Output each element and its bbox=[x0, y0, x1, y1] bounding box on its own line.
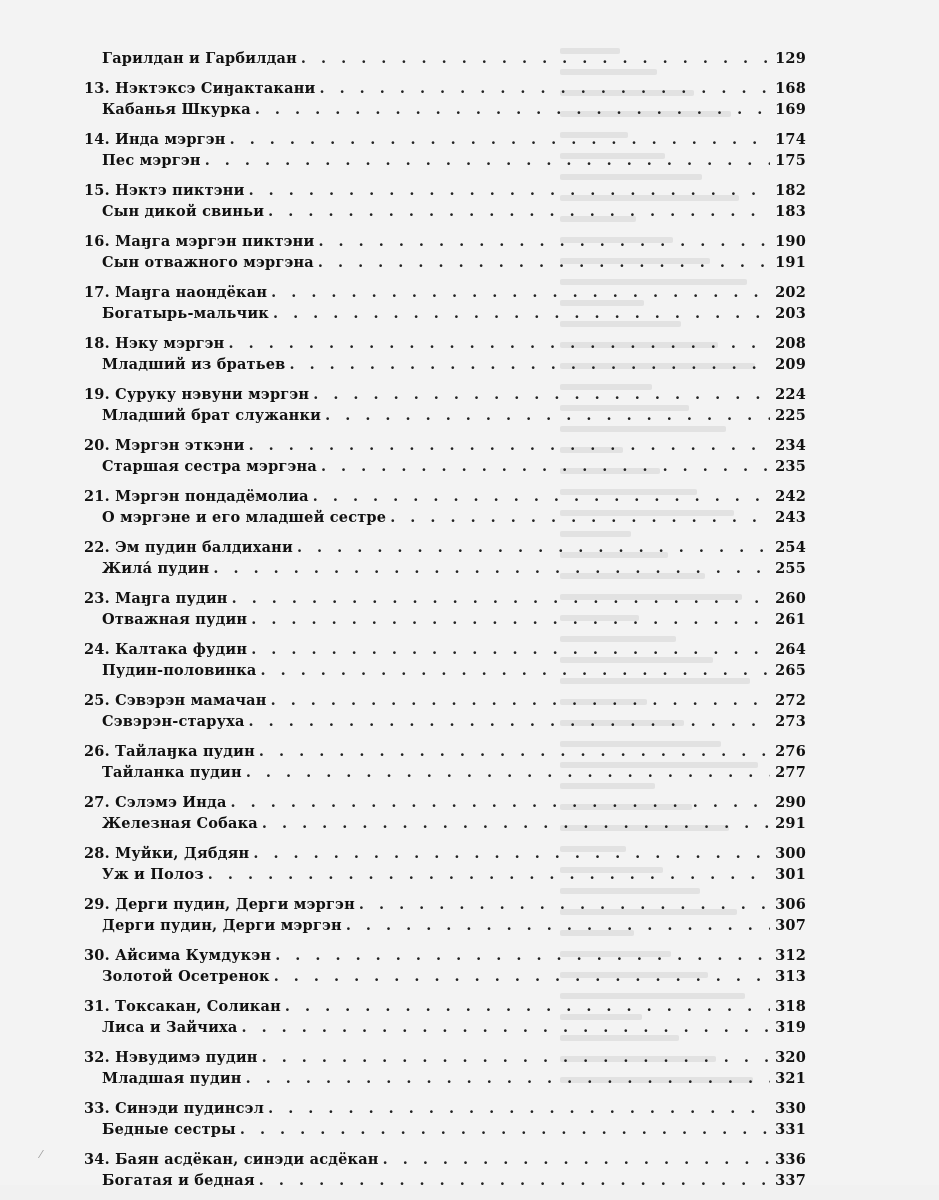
toc-entry-page-number: 312 bbox=[775, 947, 806, 964]
toc-entry-page-number: 203 bbox=[775, 305, 806, 322]
toc-entry-page-number: 235 bbox=[775, 458, 806, 475]
dot-leader bbox=[268, 1098, 770, 1119]
toc-entry-page-number: 273 bbox=[775, 713, 806, 730]
toc-group bbox=[84, 1047, 806, 1089]
toc-entry-title: Сын дикой свиньи bbox=[102, 203, 265, 220]
toc-entry-page-number: 169 bbox=[775, 101, 806, 118]
toc-entry-number: 33. bbox=[84, 1100, 110, 1117]
toc-group bbox=[84, 435, 806, 477]
toc-entry-title: Калтака фудин bbox=[115, 641, 248, 658]
toc-entry-translated-title bbox=[84, 1119, 806, 1140]
dot-leader bbox=[259, 741, 770, 762]
toc-entry-number: 24. bbox=[84, 641, 110, 658]
toc-entry-translated-title bbox=[84, 1068, 806, 1089]
toc-entry-number: 13. bbox=[84, 80, 110, 97]
toc-entry-number: 27. bbox=[84, 794, 110, 811]
toc-entry-title: Лиса и Зайчиха bbox=[102, 1019, 238, 1036]
toc-entry-number: 28. bbox=[84, 845, 110, 862]
toc-entry-original-title bbox=[84, 129, 806, 150]
toc-entry-number: 23. bbox=[84, 590, 110, 607]
toc-entry-original-title bbox=[84, 792, 806, 813]
dot-leader bbox=[241, 1017, 770, 1038]
toc-entry-translated-title bbox=[84, 405, 806, 426]
toc-entry-number: 17. bbox=[84, 284, 110, 301]
toc-entry-title: О мэргэне и его младшей сестре bbox=[102, 509, 387, 526]
toc-entry-original-title bbox=[84, 231, 806, 252]
toc-entry-original-title bbox=[84, 486, 806, 507]
dot-leader bbox=[253, 843, 770, 864]
toc-entry-number: 29. bbox=[84, 896, 110, 913]
toc-entry-page-number: 175 bbox=[775, 152, 806, 169]
dot-leader bbox=[301, 48, 770, 69]
toc-entry-page-number: 277 bbox=[775, 764, 806, 781]
toc-entry-page-number: 276 bbox=[775, 743, 806, 760]
dot-leader bbox=[262, 1047, 770, 1068]
toc-entry-title: Дерги пудин, Дерги мэргэн bbox=[115, 896, 355, 913]
dot-leader bbox=[251, 609, 770, 630]
dot-leader bbox=[285, 996, 770, 1017]
toc-entry-title: Маӈга наондёкан bbox=[115, 284, 268, 301]
toc-group bbox=[84, 639, 806, 681]
toc-entry-translated-title bbox=[84, 150, 806, 171]
toc-entry-page-number: 261 bbox=[775, 611, 806, 628]
toc-entry-title: Нэктэ пиктэни bbox=[115, 182, 245, 199]
toc-entry-title: Гарилдан и Гарбилдан bbox=[102, 50, 297, 67]
toc-group bbox=[84, 945, 806, 987]
dot-leader bbox=[261, 660, 770, 681]
toc-entry-translated-title bbox=[84, 813, 806, 834]
toc-entry-original-title bbox=[84, 843, 806, 864]
toc-entry-page-number: 301 bbox=[775, 866, 806, 883]
toc-entry-page-number: 225 bbox=[775, 407, 806, 424]
toc-group bbox=[84, 588, 806, 630]
toc-entry-original-title bbox=[84, 1149, 806, 1170]
dot-leader bbox=[271, 282, 770, 303]
toc-entry-page-number: 255 bbox=[775, 560, 806, 577]
toc-entry-page-number: 190 bbox=[775, 233, 806, 250]
toc-entry-translated-title bbox=[84, 201, 806, 222]
dot-leader bbox=[231, 792, 770, 813]
toc-entry-translated-title bbox=[84, 456, 806, 477]
toc-entry-page-number: 272 bbox=[775, 692, 806, 709]
toc-group bbox=[84, 333, 806, 375]
toc-entry-page-number: 191 bbox=[775, 254, 806, 271]
toc-entry-page-number: 242 bbox=[775, 488, 806, 505]
toc-entry-title: Богатырь-мальчик bbox=[102, 305, 269, 322]
toc-entry-page-number: 260 bbox=[775, 590, 806, 607]
toc-entry-translated-title bbox=[84, 1017, 806, 1038]
toc-entry-translated-title bbox=[84, 660, 806, 681]
toc-entry-page-number: 330 bbox=[775, 1100, 806, 1117]
toc-group bbox=[84, 690, 806, 732]
toc-entry-page-number: 224 bbox=[775, 386, 806, 403]
toc-entry-original-title bbox=[84, 945, 806, 966]
toc-entry-number: 21. bbox=[84, 488, 110, 505]
toc-entry-title: Отважная пудин bbox=[102, 611, 248, 628]
toc-entry-number: 22. bbox=[84, 539, 110, 556]
toc-entry-page-number: 290 bbox=[775, 794, 806, 811]
toc-entry-title: Железная Собака bbox=[102, 815, 258, 832]
dot-leader bbox=[249, 180, 770, 201]
toc-entry-page-number: 234 bbox=[775, 437, 806, 454]
toc-entry-original-title bbox=[84, 588, 806, 609]
toc-entry-page-number: 174 bbox=[775, 131, 806, 148]
toc-entry-title: Золотой Осетренок bbox=[102, 968, 270, 985]
toc-entry-title: Младший брат служанки bbox=[102, 407, 322, 424]
toc-entry-title: Айсима Кумдукэн bbox=[115, 947, 272, 964]
toc-entry-title: Эм пудин балдихани bbox=[115, 539, 293, 556]
toc-entry-original-title bbox=[84, 180, 806, 201]
toc-group bbox=[84, 843, 806, 885]
toc-entry-page-number: 265 bbox=[775, 662, 806, 679]
toc-entry-translated-title bbox=[84, 252, 806, 273]
toc-entry-translated-title bbox=[84, 609, 806, 630]
toc-entry-page-number: 331 bbox=[775, 1121, 806, 1138]
toc-entry-title: Уж и Полоз bbox=[102, 866, 204, 883]
toc-entry-number: 20. bbox=[84, 437, 110, 454]
toc-entry-title: Нэку мэргэн bbox=[115, 335, 225, 352]
toc-entry-original-title bbox=[84, 639, 806, 660]
toc-group bbox=[84, 282, 806, 324]
toc-group bbox=[84, 894, 806, 936]
toc-group bbox=[84, 48, 806, 69]
toc-entry-title: Богатая и бедная bbox=[102, 1172, 255, 1189]
toc-entry-title: Тайлаӈка пудин bbox=[115, 743, 255, 760]
dot-leader bbox=[318, 231, 770, 252]
toc-entry-number: 19. bbox=[84, 386, 110, 403]
dot-leader bbox=[230, 129, 770, 150]
toc-entry-page-number: 306 bbox=[775, 896, 806, 913]
toc-entry-page-number: 208 bbox=[775, 335, 806, 352]
toc-entry-title: Баян асдёкан, синэди асдёкан bbox=[115, 1151, 379, 1168]
toc-group bbox=[84, 78, 806, 120]
toc-entry-title: Суруку нэвуни мэргэн bbox=[115, 386, 310, 403]
toc-group bbox=[84, 741, 806, 783]
toc-entry-translated-title bbox=[84, 507, 806, 528]
dot-leader bbox=[313, 384, 770, 405]
dot-leader bbox=[213, 558, 770, 579]
toc-entry-number: 34. bbox=[84, 1151, 110, 1168]
dot-leader bbox=[246, 762, 770, 783]
toc-entry-title: Сэвэрэн мамачан bbox=[115, 692, 267, 709]
toc-group bbox=[84, 129, 806, 171]
toc-entry-title: Пес мэргэн bbox=[102, 152, 201, 169]
toc-group bbox=[84, 231, 806, 273]
toc-entry-page-number: 209 bbox=[775, 356, 806, 373]
dot-leader bbox=[390, 507, 770, 528]
toc-group bbox=[84, 180, 806, 222]
toc-entry-title: Бедные сестры bbox=[102, 1121, 236, 1138]
toc-entry-translated-title bbox=[84, 864, 806, 885]
toc-entry-title: Нэктэксэ Сиӈактакани bbox=[115, 80, 316, 97]
toc-entry-translated-title bbox=[84, 966, 806, 987]
toc-entry-title: Старшая сестра мэргэна bbox=[102, 458, 317, 475]
dot-leader bbox=[297, 537, 770, 558]
toc-group bbox=[84, 996, 806, 1038]
dot-leader bbox=[205, 150, 770, 171]
dot-leader bbox=[255, 99, 770, 120]
toc-entry-title: Маӈга мэргэн пиктэни bbox=[115, 233, 315, 250]
toc-entry-original-title bbox=[84, 537, 806, 558]
toc-entry-title: Младший из братьев bbox=[102, 356, 286, 373]
toc-entry-translated-title bbox=[84, 762, 806, 783]
dot-leader bbox=[249, 435, 770, 456]
toc-entry-translated-title bbox=[84, 711, 806, 732]
toc-entry-title: Сэлэмэ Инда bbox=[115, 794, 227, 811]
toc-entry-page-number: 336 bbox=[775, 1151, 806, 1168]
toc-entry-title: Кабанья Шкурка bbox=[102, 101, 251, 118]
toc-entry-original-title bbox=[84, 1098, 806, 1119]
toc-entry-page-number: 264 bbox=[775, 641, 806, 658]
toc-entry-page-number: 319 bbox=[775, 1019, 806, 1036]
toc-entry-number: 16. bbox=[84, 233, 110, 250]
dot-leader bbox=[274, 966, 770, 987]
dot-leader bbox=[208, 864, 770, 885]
toc-entry-title: Сын отважного мэргэна bbox=[102, 254, 314, 271]
toc-entry-translated-title bbox=[84, 1170, 806, 1191]
dot-leader bbox=[229, 333, 771, 354]
toc-group bbox=[84, 537, 806, 579]
dot-leader bbox=[251, 639, 770, 660]
toc-entry-page-number: 202 bbox=[775, 284, 806, 301]
dot-leader bbox=[262, 813, 770, 834]
dot-leader bbox=[249, 711, 770, 732]
toc-entry-page-number: 254 bbox=[775, 539, 806, 556]
dot-leader bbox=[313, 486, 770, 507]
toc-entry-page-number: 182 bbox=[775, 182, 806, 199]
toc-entry-title: Дерги пудин, Дерги мэргэн bbox=[102, 917, 342, 934]
toc-entry-original-title bbox=[84, 1047, 806, 1068]
dot-leader bbox=[246, 1068, 770, 1089]
dot-leader bbox=[325, 405, 770, 426]
dot-leader bbox=[359, 894, 770, 915]
toc-entry-title: Нэвудимэ пудин bbox=[115, 1049, 258, 1066]
toc-entry-number: 14. bbox=[84, 131, 110, 148]
toc-group bbox=[84, 384, 806, 426]
toc-entry-number: 32. bbox=[84, 1049, 110, 1066]
toc-entry-page-number: 307 bbox=[775, 917, 806, 934]
toc-entry-number: 15. bbox=[84, 182, 110, 199]
toc-entry-title: Инда мэргэн bbox=[115, 131, 226, 148]
toc-group bbox=[84, 792, 806, 834]
dot-leader bbox=[318, 252, 770, 273]
dot-leader bbox=[232, 588, 770, 609]
toc-entry-number: 25. bbox=[84, 692, 110, 709]
toc-entry-title: Сэвэрэн-старуха bbox=[102, 713, 245, 730]
toc-entry-title: Токсакан, Соликан bbox=[115, 998, 281, 1015]
toc-entry-page-number: 337 bbox=[775, 1172, 806, 1189]
toc-entry-number: 30. bbox=[84, 947, 110, 964]
toc-entry-translated-title bbox=[84, 354, 806, 375]
toc-entry-page-number: 320 bbox=[775, 1049, 806, 1066]
toc-entry-original-title bbox=[84, 435, 806, 456]
dot-leader bbox=[273, 303, 770, 324]
toc-entry-title: Маӈга пудин bbox=[115, 590, 228, 607]
toc-entry-title: Мэргэн пондадёмолиа bbox=[115, 488, 309, 505]
table-of-contents bbox=[84, 48, 806, 1200]
toc-entry-original-title bbox=[84, 282, 806, 303]
dot-leader bbox=[289, 354, 770, 375]
toc-group bbox=[84, 1098, 806, 1140]
toc-entry-title: Мэргэн эткэни bbox=[115, 437, 245, 454]
toc-entry-title: Тайланка пудин bbox=[102, 764, 242, 781]
toc-entry-translated-title bbox=[84, 48, 806, 69]
toc-entry-page-number: 318 bbox=[775, 998, 806, 1015]
toc-entry-original-title bbox=[84, 996, 806, 1017]
pencil-mark: ⁄ bbox=[40, 1148, 42, 1161]
toc-entry-original-title bbox=[84, 384, 806, 405]
toc-entry-page-number: 129 bbox=[775, 50, 806, 67]
toc-entry-title: Младшая пудин bbox=[102, 1070, 242, 1087]
dot-leader bbox=[240, 1119, 770, 1140]
dot-leader bbox=[383, 1149, 770, 1170]
toc-entry-number: 18. bbox=[84, 335, 110, 352]
toc-entry-original-title bbox=[84, 78, 806, 99]
toc-entry-page-number: 321 bbox=[775, 1070, 806, 1087]
dot-leader bbox=[271, 690, 770, 711]
dot-leader bbox=[346, 915, 770, 936]
toc-entry-translated-title bbox=[84, 303, 806, 324]
dot-leader bbox=[259, 1170, 770, 1191]
toc-entry-title: Синэди пудинсэл bbox=[115, 1100, 265, 1117]
toc-entry-translated-title bbox=[84, 915, 806, 936]
dot-leader bbox=[268, 201, 770, 222]
dot-leader bbox=[275, 945, 770, 966]
toc-entry-translated-title bbox=[84, 558, 806, 579]
toc-group bbox=[84, 486, 806, 528]
toc-entry-page-number: 300 bbox=[775, 845, 806, 862]
toc-entry-translated-title bbox=[84, 99, 806, 120]
toc-entry-page-number: 183 bbox=[775, 203, 806, 220]
dot-leader bbox=[321, 456, 770, 477]
toc-entry-original-title bbox=[84, 690, 806, 711]
toc-entry-title: Пудин-половинка bbox=[102, 662, 257, 679]
toc-entry-page-number: 313 bbox=[775, 968, 806, 985]
toc-entry-original-title bbox=[84, 333, 806, 354]
toc-entry-page-number: 168 bbox=[775, 80, 806, 97]
toc-entry-number: 26. bbox=[84, 743, 110, 760]
toc-entry-title: Муйки, Дябдян bbox=[115, 845, 250, 862]
dot-leader bbox=[319, 78, 770, 99]
toc-entry-page-number: 291 bbox=[775, 815, 806, 832]
toc-entry-title: Жила́ пудин bbox=[102, 560, 210, 577]
toc-entry-original-title bbox=[84, 894, 806, 915]
toc-entry-number: 31. bbox=[84, 998, 110, 1015]
toc-entry-original-title bbox=[84, 741, 806, 762]
toc-entry-page-number: 243 bbox=[775, 509, 806, 526]
